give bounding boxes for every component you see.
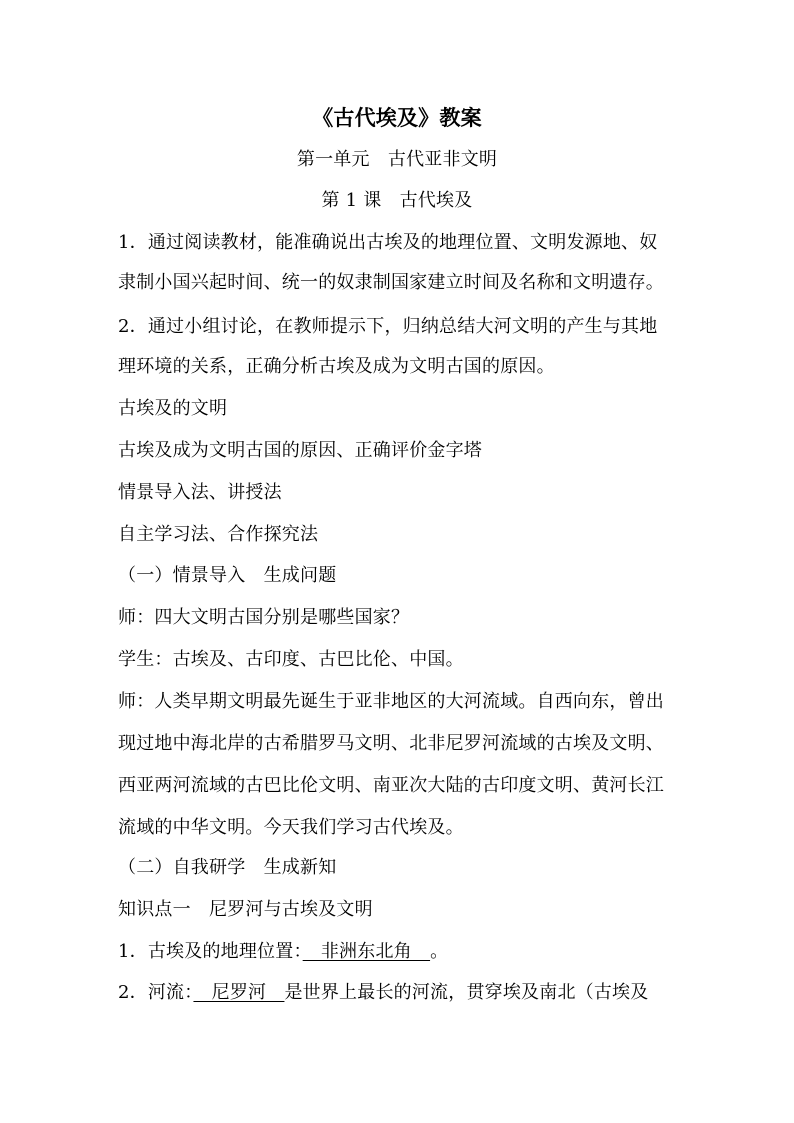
goal-1-line-2: 隶制小国兴起时间、统一的奴隶制国家建立时间及名称和文明遗存。: [118, 272, 664, 293]
question-2-answer: 尼罗河: [193, 982, 285, 1003]
goal-1-line-1: 1．通过阅读教材，能准确说出古埃及的地理位置、文明发源地、奴: [118, 232, 658, 253]
document-title: 《古代埃及》教案: [312, 105, 482, 130]
teacher-paragraph-line-1: 师：人类早期文明最先诞生于亚非地区的大河流域。自西向东，曾出: [118, 691, 664, 712]
question-1-suffix: 。: [430, 941, 449, 962]
goal-2-line-1: 2．通过小组讨论，在教师提示下，归纳总结大河文明的产生与其地: [118, 316, 658, 337]
question-2: [118, 981, 678, 1005]
question-2-prefix: 2．河流：: [118, 982, 194, 1003]
teacher-question: 师：四大文明古国分别是哪些国家？: [118, 607, 410, 628]
question-1: [118, 940, 678, 964]
teaching-method: 情景导入法、讲授法: [118, 482, 282, 503]
question-2-suffix: 是世界上最长的河流，贯穿埃及南北（古埃及: [284, 982, 649, 1003]
teacher-paragraph-line-2: 现过地中海北岸的古希腊罗马文明、北非尼罗河流域的古埃及文明、: [118, 733, 664, 754]
student-answer: 学生：古埃及、古印度、古巴比伦、中国。: [118, 649, 464, 670]
knowledge-point-1-heading: 知识点一 尼罗河与古埃及文明: [118, 899, 373, 920]
teacher-paragraph-line-3: 西亚两河流域的古巴比伦文明、南亚次大陆的古印度文明、黄河长江: [118, 775, 664, 796]
goal-2-line-2: 理环境的关系，正确分析古埃及成为文明古国的原因。: [118, 356, 555, 377]
question-1-prefix: 1．古埃及的地理位置：: [118, 941, 303, 962]
lesson-heading: 第 1 课 古代埃及: [321, 190, 473, 211]
difficult-point: 古埃及成为文明古国的原因、正确评价金字塔: [118, 440, 482, 461]
section-1-heading: （一）情景导入 生成问题: [118, 565, 337, 586]
section-2-heading: （二）自我研学 生成新知: [118, 857, 337, 878]
unit-heading: 第一单元 古代亚非文明: [296, 149, 498, 170]
teacher-paragraph-line-4: 流域的中华文明。今天我们学习古代埃及。: [118, 817, 464, 838]
learning-method: 自主学习法、合作探究法: [118, 524, 319, 545]
question-1-answer: 非洲东北角: [302, 941, 431, 962]
key-point: 古埃及的文明: [118, 398, 228, 419]
